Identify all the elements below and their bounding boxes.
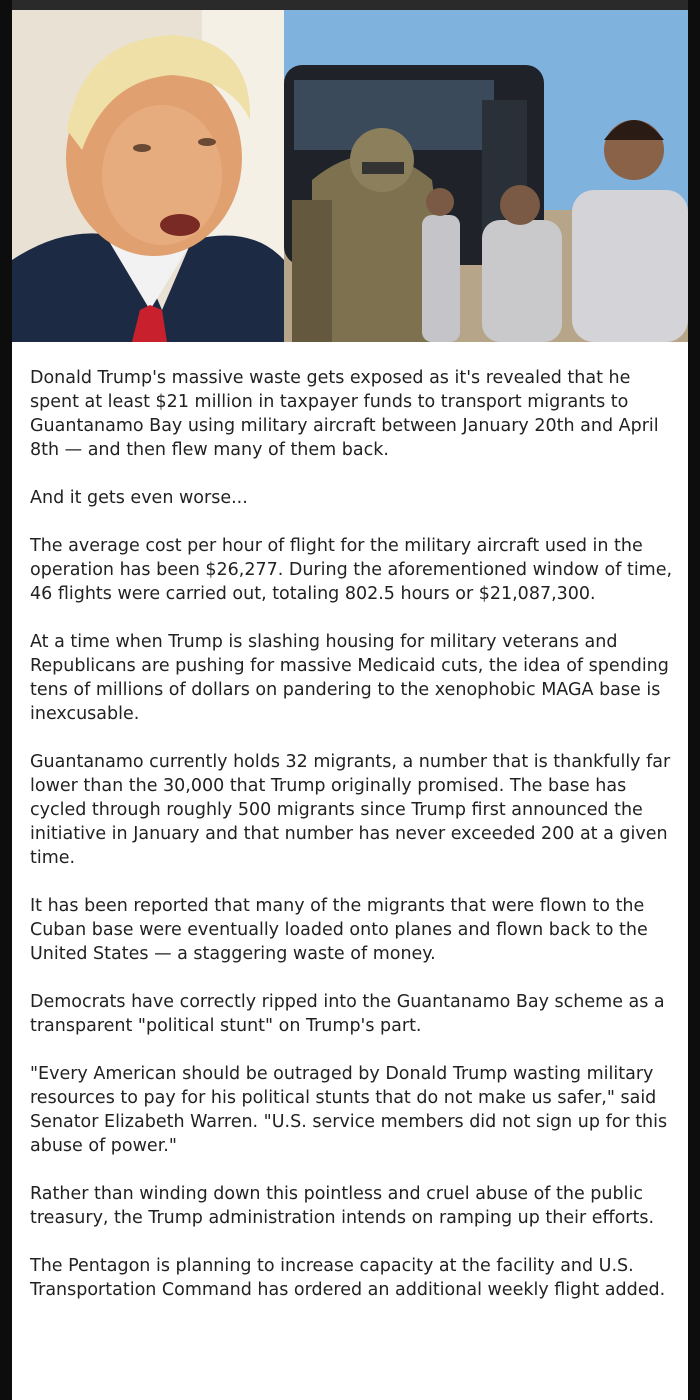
article-paragraph: Guantanamo currently holds 32 migrants, a number that is thankfully far lower than the 30,000 that Trump originally promised. The base has cycled through roughly 500 migrants since Trump first announced the initiative in January and that number has never exceeded 200 at a given time. [30, 752, 671, 868]
article-paragraph: Rather than winding down this pointless and cruel abuse of the public treasury, the Trump administration intends on ramping up their efforts. [30, 1184, 655, 1228]
article-paragraph: And it gets even worse... [30, 488, 248, 508]
article-paragraph: Democrats have correctly ripped into the Guantanamo Bay scheme as a transparent "political stunt" on Trump's part. [30, 992, 665, 1036]
left-border [0, 0, 12, 1400]
article-paragraph: The Pentagon is planning to increase capacity at the facility and U.S. Transportation Command has ordered an additional weekly flight added. [30, 1256, 666, 1300]
article-body [30, 366, 680, 1326]
right-border [688, 0, 700, 1400]
article-paragraph: At a time when Trump is slashing housing for military veterans and Republicans are pushing for massive Medicaid cuts, the idea of spending tens of millions of dollars on pandering to the xenophobic MAGA base is inexcusable. [30, 632, 669, 724]
article-photo [12, 10, 688, 342]
article-paragraph: The average cost per hour of flight for the military aircraft used in the operation has been $26,277. During the aforementioned window of time, 46 flights were carried out, totaling 802.5 hours or $21,087,300. [30, 536, 673, 604]
article-paragraph: "Every American should be outraged by Donald Trump wasting military resources to pay for his political stunts that do not make us safer," said Senator Elizabeth Warren. "U.S. service members did not sign up for this abuse of power." [30, 1064, 668, 1156]
article-paragraph: Donald Trump's massive waste gets exposed as it's revealed that he spent at least $21 million in taxpayer funds to transport migrants to Guantanamo Bay using military aircraft between January 20th and April 8th — and then flew many of them back. [30, 368, 659, 460]
photo-illustration [12, 10, 688, 342]
article-paragraph: It has been reported that many of the migrants that were flown to the Cuban base were eventually loaded onto planes and flown back to the United States — a staggering waste of money. [30, 896, 648, 964]
